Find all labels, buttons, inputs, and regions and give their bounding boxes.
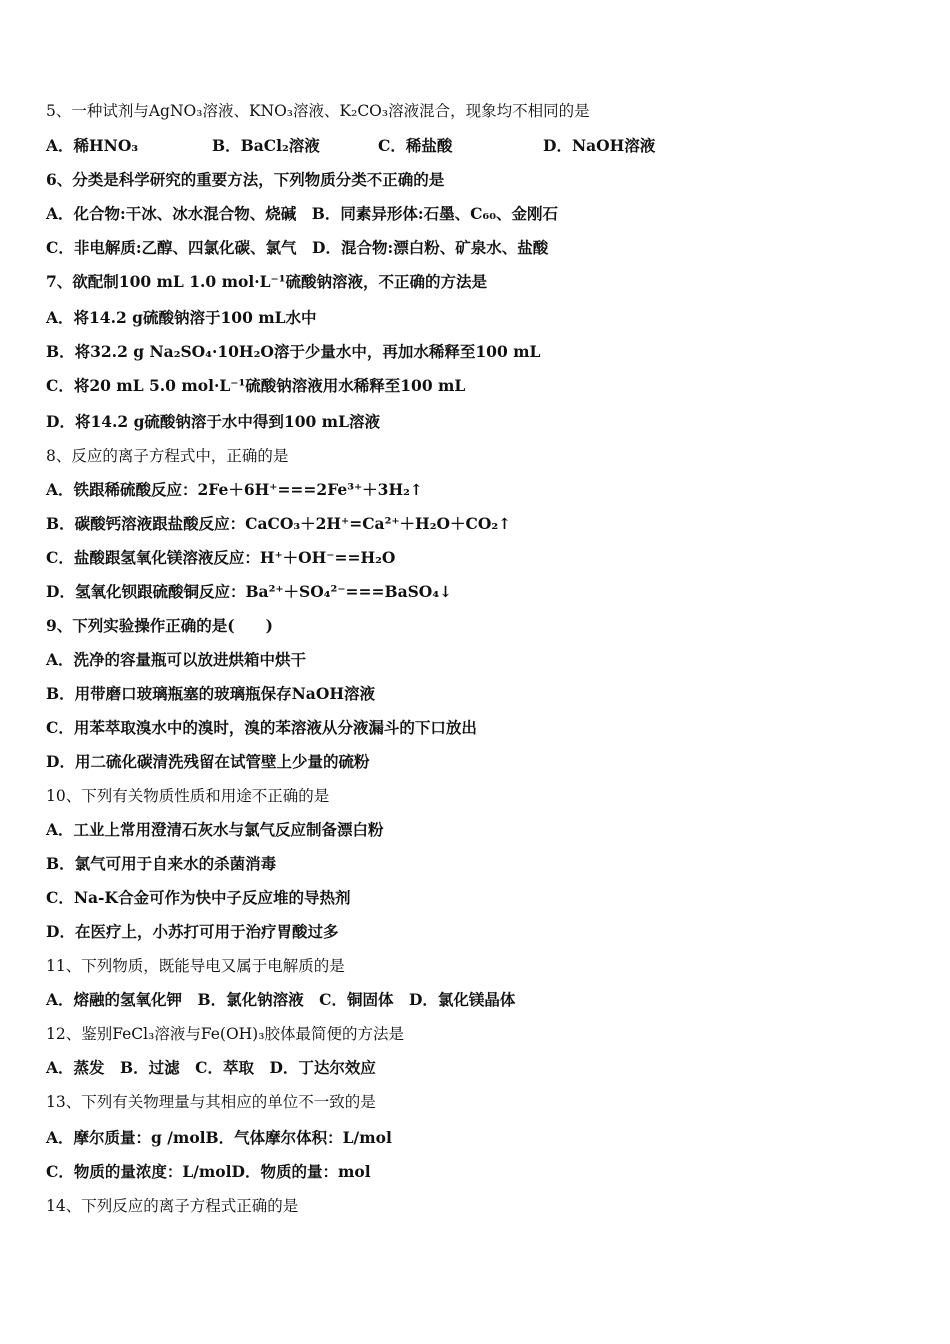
question-6: 6、分类是科学研究的重要方法，下列物质分类不正确的是 bbox=[46, 170, 445, 189]
option-8a: A．铁跟稀硫酸反应：2Fe＋6H⁺===2Fe³⁺＋3H₂↑ bbox=[46, 480, 423, 499]
option-9a: A．洗净的容量瓶可以放进烘箱中烘干 bbox=[46, 650, 307, 669]
option-5c: C．稀盐酸 bbox=[378, 136, 453, 155]
option-6cd: C．非电解质:乙醇、四氯化碳、氯气 D．混合物:漂白粉、矿泉水、盐酸 bbox=[46, 238, 549, 257]
question-8: 8、反应的离子方程式中，正确的是 bbox=[46, 447, 289, 465]
option-5a: A．稀HNO₃ bbox=[46, 136, 139, 155]
options-11: A．熔融的氢氧化钾 B．氯化钠溶液 C．铜固体 D．氯化镁晶体 bbox=[46, 990, 516, 1009]
option-9b: B．用带磨口玻璃瓶塞的玻璃瓶保存NaOH溶液 bbox=[46, 684, 375, 703]
options-12: A．蒸发 B．过滤 C．萃取 D．丁达尔效应 bbox=[46, 1058, 376, 1077]
question-10: 10、下列有关物质性质和用途不正确的是 bbox=[46, 787, 330, 805]
question-11: 11、下列物质，既能导电又属于电解质的是 bbox=[46, 957, 345, 975]
options-13ab: A．摩尔质量：g /molB．气体摩尔体积：L/mol bbox=[46, 1128, 392, 1147]
question-12: 12、鉴别FeCl₃溶液与Fe(OH)₃胶体最简便的方法是 bbox=[46, 1025, 404, 1043]
option-5b: B．BaCl₂溶液 bbox=[212, 136, 320, 155]
option-9c: C．用苯萃取溴水中的溴时，溴的苯溶液从分液漏斗的下口放出 bbox=[46, 718, 477, 737]
options-13cd: C．物质的量浓度：L/molD．物质的量：mol bbox=[46, 1162, 371, 1181]
option-6ab: A．化合物:干冰、冰水混合物、烧碱 B．同素异形体:石墨、C₆₀、金刚石 bbox=[46, 204, 558, 223]
question-13: 13、下列有关物理量与其相应的单位不一致的是 bbox=[46, 1093, 376, 1111]
option-8b: B．碳酸钙溶液跟盐酸反应：CaCO₃＋2H⁺=Ca²⁺＋H₂O＋CO₂↑ bbox=[46, 514, 512, 533]
question-7: 7、欲配制100 mL 1.0 mol·L⁻¹硫酸钠溶液，不正确的方法是 bbox=[46, 272, 487, 291]
question-9: 9、下列实验操作正确的是( ) bbox=[46, 616, 273, 635]
option-10c: C．Na-K合金可作为快中子反应堆的导热剂 bbox=[46, 888, 351, 907]
option-10d: D．在医疗上，小苏打可用于治疗胃酸过多 bbox=[46, 922, 339, 941]
option-7d: D．将14.2 g硫酸钠溶于水中得到100 mL溶液 bbox=[46, 412, 380, 431]
option-8c: C．盐酸跟氢氧化镁溶液反应：H⁺＋OH⁻==H₂O bbox=[46, 548, 396, 567]
option-7b: B．将32.2 g Na₂SO₄·10H₂O溶于少量水中，再加水稀释至100 mL bbox=[46, 342, 541, 361]
option-10a: A．工业上常用澄清石灰水与氯气反应制备漂白粉 bbox=[46, 820, 384, 839]
option-10b: B．氯气可用于自来水的杀菌消毒 bbox=[46, 854, 277, 873]
question-14: 14、下列反应的离子方程式正确的是 bbox=[46, 1197, 299, 1215]
option-5d: D．NaOH溶液 bbox=[543, 136, 656, 155]
option-9d: D．用二硫化碳清洗残留在试管壁上少量的硫粉 bbox=[46, 752, 370, 771]
option-7a: A．将14.2 g硫酸钠溶于100 mL水中 bbox=[46, 308, 317, 327]
option-8d: D．氢氧化钡跟硫酸铜反应：Ba²⁺＋SO₄²⁻===BaSO₄↓ bbox=[46, 582, 453, 601]
option-7c: C．将20 mL 5.0 mol·L⁻¹硫酸钠溶液用水稀释至100 mL bbox=[46, 376, 466, 395]
question-5: 5、一种试剂与AgNO₃溶液、KNO₃溶液、K₂CO₃溶液混合，现象均不相同的是 bbox=[46, 102, 590, 120]
